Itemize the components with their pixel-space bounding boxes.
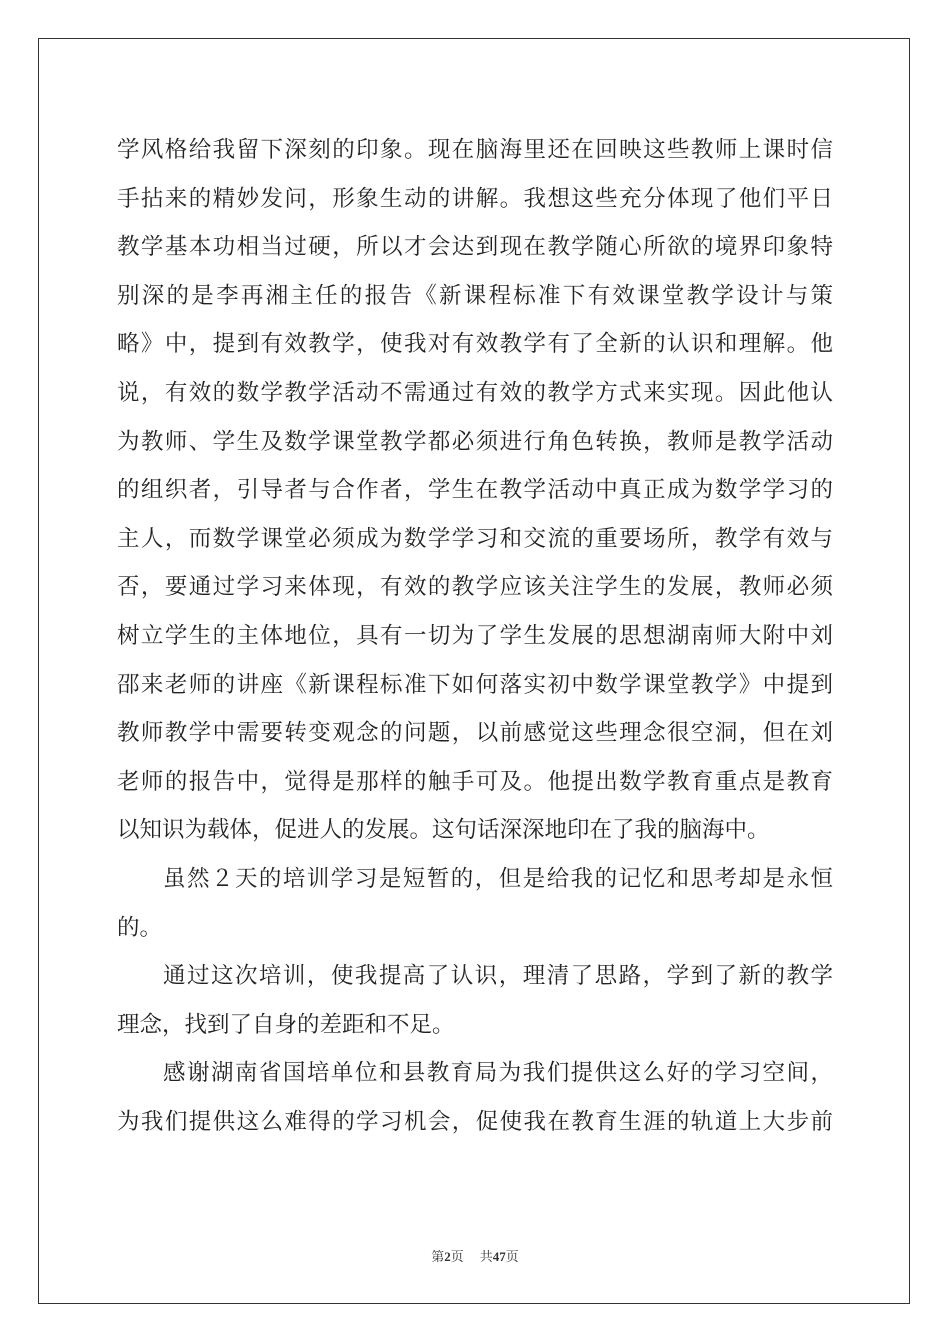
page-label-prefix: 第	[431, 1249, 445, 1264]
total-label-suffix: 页	[505, 1249, 519, 1264]
text-line: 说，有效的数学教学活动不需通过有效的教学方式来实现。因此他认	[117, 379, 833, 406]
text-line: 以知识为载体，促进人的发展。这句话深深地印在了我的脑海中。	[117, 817, 770, 844]
text-line: 理念，找到了自身的差距和不足。	[117, 1011, 455, 1038]
text-line: 老师的报告中，觉得是那样的触手可及。他提出数学教育重点是教育	[117, 768, 833, 795]
page-number: 2	[444, 1249, 451, 1264]
text-line: 教师教学中需要转变观念的问题，以前感觉这些理念很空洞，但在刘	[117, 720, 833, 747]
page-footer	[0, 1246, 950, 1265]
text-line: 主人，而数学课堂必须成为数学学习和交流的重要场所，教学有效与	[117, 525, 833, 552]
text-line: 树立学生的主体地位，具有一切为了学生发展的思想湖南师大附中刘	[117, 622, 833, 649]
total-label-prefix: 共	[479, 1249, 493, 1264]
paragraph	[117, 126, 833, 855]
document-body	[117, 126, 833, 1146]
text-line: 感谢湖南省国培单位和县教育局为我们提供这么好的学习空间，	[163, 1060, 833, 1087]
text-line: 学风格给我留下深刻的印象。现在脑海里还在回映这些教师上课时信	[117, 137, 833, 163]
text-line: 为教师、学生及数学课堂教学都必须进行角色转换，教师是教学活动	[117, 428, 833, 455]
text-line: 虽然２天的培训学习是短暂的，但是给我的记忆和思考却是永恒	[163, 865, 833, 892]
total-pages: 47	[492, 1249, 506, 1264]
text-line: 手拈来的精妙发问，形象生动的讲解。我想这些充分体现了他们平日	[117, 185, 833, 212]
text-line: 略》中，提到有效教学，使我对有效教学有了全新的认识和理解。他	[117, 331, 833, 358]
text-line: 邵来老师的讲座《新课程标准下如何落实初中数学课堂教学》中提到	[117, 671, 833, 698]
text-line: 通过这次培训，使我提高了认识，理清了思路，学到了新的教学	[163, 963, 833, 990]
text-line: 教学基本功相当过硬，所以才会达到现在教学随心所欲的境界印象特	[117, 234, 833, 261]
paragraph	[117, 952, 833, 1049]
text-line: 否，要通过学习来体现，有效的教学应该关注学生的发展，教师必须	[117, 574, 833, 601]
page-label-suffix: 页	[450, 1249, 464, 1264]
text-line: 为我们提供这么难得的学习机会，促使我在教育生涯的轨道上大步前	[117, 1108, 833, 1135]
text-line: 别深的是李再湘主任的报告《新课程标准下有效课堂教学设计与策	[117, 282, 833, 309]
paragraph	[117, 1049, 833, 1146]
text-line: 的。	[117, 914, 163, 941]
text-line: 的组织者，引导者与合作者，学生在教学活动中真正成为数学学习的	[117, 477, 833, 504]
paragraph	[117, 855, 833, 952]
